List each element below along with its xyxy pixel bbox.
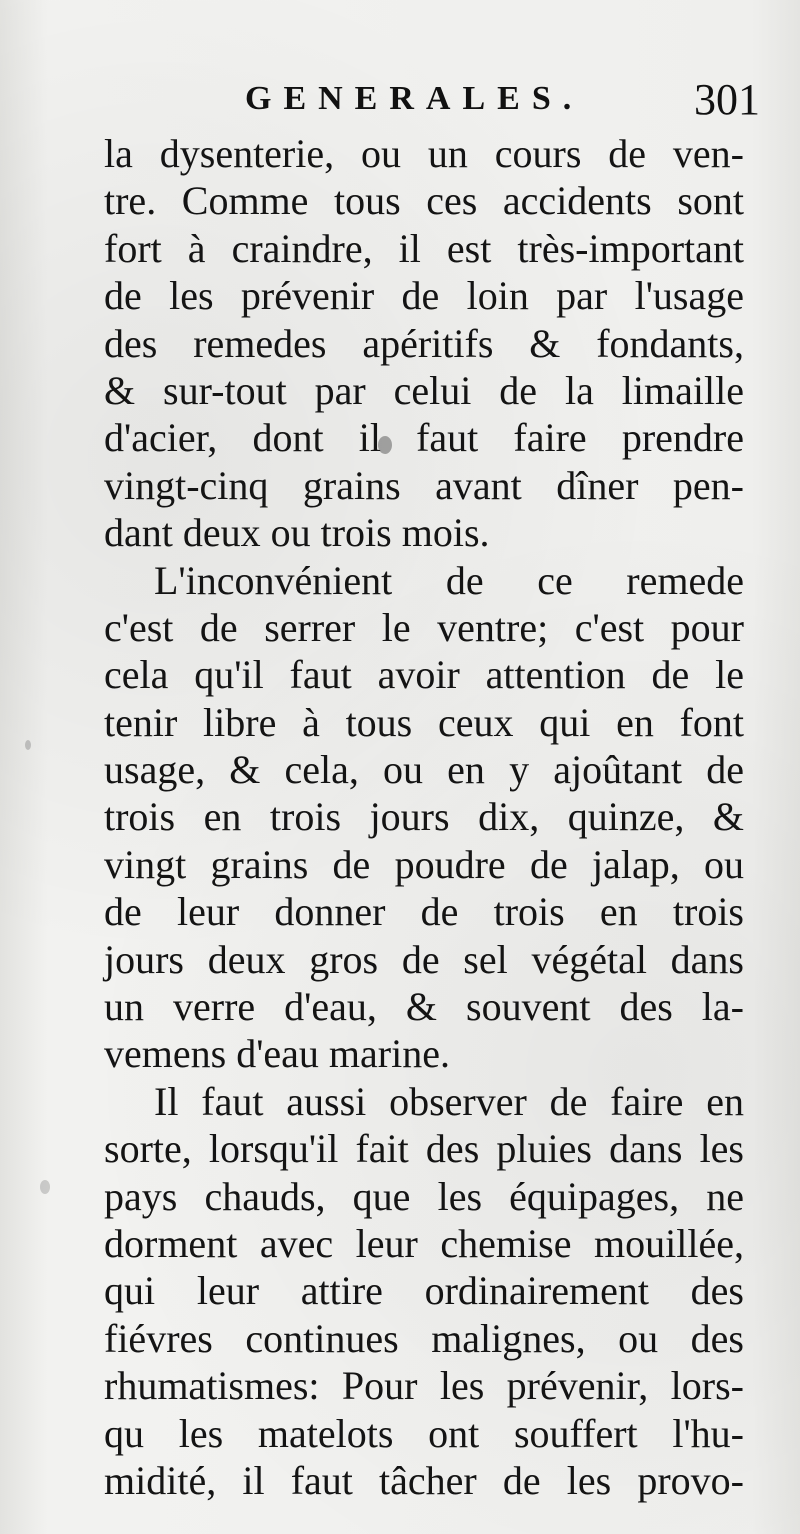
text-line: qui leur attire ordinairement des [104, 1268, 744, 1314]
text-line: la dysenterie, ou un cours de ven- [104, 131, 744, 176]
text-line: un verre d'eau, & souvent des la- [104, 984, 744, 1030]
text-line: de les prévenir de loin par l'usage [104, 273, 744, 319]
text-line: sorte, lorsqu'il fait des pluies dans les [104, 1126, 744, 1172]
paper-speck [40, 1180, 50, 1194]
text-line: cela qu'il faut avoir attention de le [104, 652, 744, 698]
text-line: fiévres continues malignes, ou des [104, 1315, 744, 1361]
text-line: pays chauds, que les équipages, ne [104, 1173, 744, 1219]
text-line: & sur-tout par celui de la limaille [104, 367, 744, 413]
text-line: rhumatismes: Pour les prévenir, lors- [104, 1363, 744, 1409]
text-line: c'est de serrer le ventre; c'est pour [104, 604, 744, 650]
text-line: midité, il faut tâcher de les provo- [104, 1457, 744, 1503]
text-line: tenir libre à tous ceux qui en font [104, 699, 744, 745]
text-line: qu les matelots ont souffert l'hu- [104, 1410, 744, 1456]
text-line: dant deux ou trois mois. [104, 510, 490, 556]
body-text [104, 130, 744, 1504]
text-line: vemens d'eau marine. [104, 1031, 450, 1077]
text-line: usage, & cela, ou en y ajoûtant de [104, 747, 744, 793]
text-line: jours deux gros de sel végétal dans [104, 936, 744, 982]
text-line: des remedes apéritifs & fondants, [104, 320, 744, 366]
text-line: tre. Comme tous ces accidents sont [104, 178, 744, 224]
paragraph-start-line: Il faut aussi observer de faire en [154, 1078, 744, 1124]
text-line: fort à craindre, il est très-important [104, 225, 744, 271]
page-header [100, 74, 760, 134]
text-line: trois en trois jours dix, quinze, & [104, 794, 744, 840]
paragraph-start-line: L'inconvénient de ce remede [154, 557, 744, 603]
page-number: 301 [694, 75, 760, 124]
paper-speck [25, 740, 31, 750]
text-line: dorment avec leur chemise mouillée, [104, 1220, 744, 1266]
text-line: de leur donner de trois en trois [104, 889, 744, 935]
running-head: GENERALES. [245, 80, 584, 117]
text-line: d'acier, dont il faut faire prendre [104, 415, 744, 461]
text-line: vingt-cinq grains avant dîner pen- [104, 462, 744, 508]
text-line: vingt grains de poudre de jalap, ou [104, 841, 744, 887]
